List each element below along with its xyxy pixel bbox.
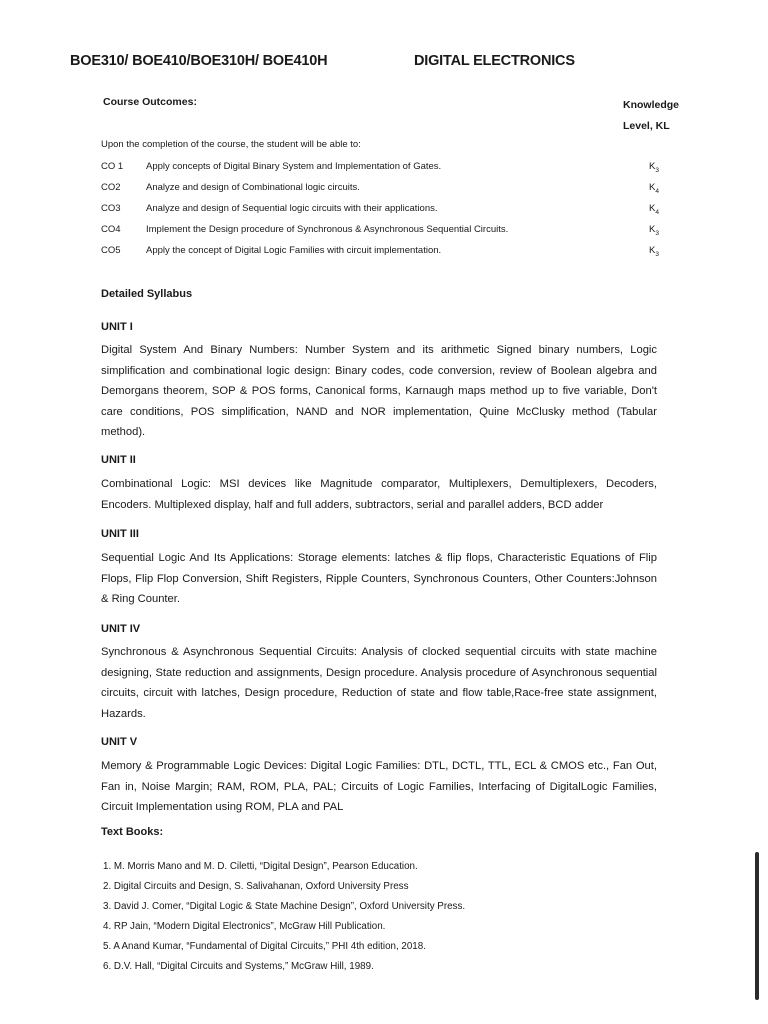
text-book-item: 2. Digital Circuits and Design, S. Salivahanan, Oxford University Press: [103, 881, 409, 892]
co-knowledge-level: $K_3$: [649, 161, 659, 174]
kl-heading-line2: Level, KL: [623, 120, 670, 132]
co-id: CO3: [101, 203, 121, 214]
text-book-item: 6. D.V. Hall, “Digital Circuits and Systems,” McGraw Hill, 1989.: [103, 961, 374, 972]
subject-title: DIGITAL ELECTRONICS: [414, 53, 575, 69]
co-description: Apply concepts of Digital Binary System and Implementation of Gates.: [146, 161, 442, 172]
co-id: CO 1: [101, 161, 124, 172]
unit-title: UNIT IV: [101, 623, 141, 635]
co-knowledge-level: $K_3$: [649, 245, 659, 258]
text-books-heading: Text Books:: [101, 826, 164, 838]
co-id: CO5: [101, 245, 121, 256]
text-book-item: 3. David J. Comer, “Digital Logic & State Machine Design”, Oxford University Press.: [103, 901, 466, 912]
text-book-item: 5. A Anand Kumar, “Fundamental of Digital Circuits,” PHI 4th edition, 2018.: [103, 941, 426, 952]
course-outcome-row: [101, 224, 661, 242]
kl-heading-line1: Knowledge: [623, 99, 680, 111]
text-book-item: 4. RP Jain, “Modern Digital Electronics”, McGraw Hill Publication.: [103, 921, 386, 932]
text-book-item: 1. M. Morris Mano and M. D. Ciletti, “Digital Design”, Pearson Education.: [103, 861, 418, 872]
co-description: Analyze and design of Combinational logic circuits.: [146, 182, 360, 193]
unit-content: Digital System And Binary Numbers: Number System and its arithmetic Signed binary numbers, Logic simplification and combinational logic design: Binary codes, code conversion, review of Boolean algebra and Demorgans theorem, SOP & POS forms, Canonical forms, Karnaugh maps method up to five variable, Don't care conditions, POS simplification, NAND and NOR implementation, Quine McClusky method (Tabular method).: [101, 344, 657, 438]
unit-title: UNIT II: [101, 454, 136, 466]
co-knowledge-level: $K_4$: [649, 182, 659, 195]
unit-content: Sequential Logic And Its Applications: Storage elements: latches & flip flops, Characteristic Equations of Flip Flops, Flip Flop Conversion, Shift Registers, Ripple Counters, Synchronous Counters, Other Counters:Johnson & Ring Counter.: [101, 552, 657, 605]
unit-title: UNIT III: [101, 528, 139, 540]
unit-content: Synchronous & Asynchronous Sequential Circuits: Analysis of clocked sequential circuits with state machine designing, State reduction and assignments, Design procedure. Analysis procedure of Asynchronous sequential circuits, circuit with latches, Design procedure, Reduction of state and flow table,Race-free state assignment, Hazards.: [101, 646, 657, 720]
course-outcome-row: [101, 182, 661, 200]
course-outcomes-intro: Upon the completion of the course, the student will be able to:: [101, 139, 361, 150]
course-outcome-row: [101, 245, 661, 263]
text-books-list: [103, 857, 623, 977]
unit-title: UNIT V: [101, 736, 138, 748]
unit-title: UNIT I: [101, 321, 133, 333]
course-outcome-row: [101, 203, 661, 221]
course-codes: BOE310/ BOE410/BOE310H/ BOE410H: [70, 53, 328, 69]
co-description: Implement the Design procedure of Synchronous & Asynchronous Sequential Circuits.: [146, 224, 509, 235]
course-outcome-row: [101, 161, 661, 179]
unit-content: Memory & Programmable Logic Devices: Digital Logic Families: DTL, DCTL, TTL, ECL & CMOS etc., Fan Out, Fan in, Noise Margin; RAM, ROM, PLA, PAL; Circuits of Logic Families, Interfacing of DigitalLogic Families, Circuit Implementation using ROM, PLA and PAL: [101, 760, 657, 813]
co-description: Analyze and design of Sequential logic circuits with their applications.: [146, 203, 438, 214]
co-id: CO4: [101, 224, 121, 235]
co-knowledge-level: $K_4$: [649, 203, 659, 216]
detailed-syllabus-heading: Detailed Syllabus: [101, 288, 193, 300]
co-description: Apply the concept of Digital Logic Families with circuit implementation.: [146, 245, 442, 256]
vertical-scrollbar[interactable]: [755, 852, 759, 1000]
co-knowledge-level: $K_3$: [649, 224, 659, 237]
co-id: CO2: [101, 182, 121, 193]
knowledge-level-heading: [623, 95, 679, 137]
course-outcomes-heading: Course Outcomes:: [103, 96, 197, 108]
unit-content: Combinational Logic: MSI devices like Magnitude comparator, Multiplexers, Demultiplexers, Decoders, Encoders. Multiplexed display, half and full adders, subtractors, serial and parallel adders, BCD adder: [101, 478, 657, 511]
